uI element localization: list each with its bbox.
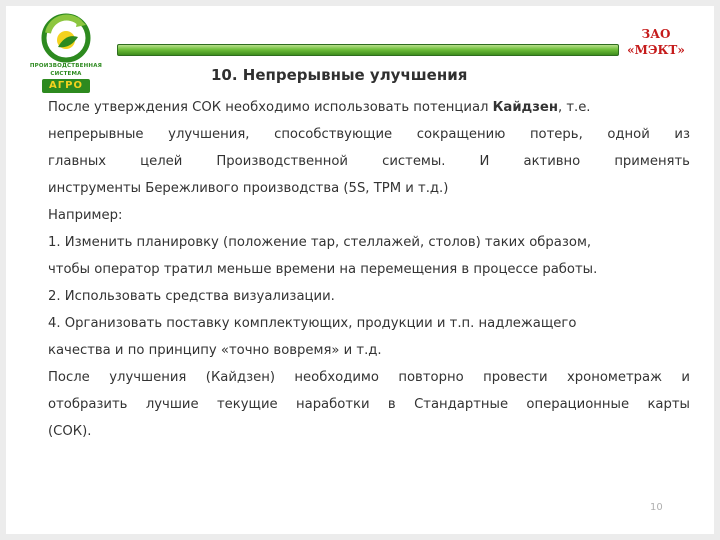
word: провести [483,370,548,385]
slide-title: 10. Непрерывные улучшения [211,66,468,84]
page-number: 10 [650,502,663,513]
word: сокращению [416,127,506,142]
paragraph2-line1 [48,364,690,391]
word: в [387,397,396,412]
item4-line1: 4. Организовать поставку комплектующих, продукции и т.п. надлежащего [48,316,577,331]
word: Производственной [216,154,348,169]
word: текущие [216,397,278,412]
item4-line2: качества и по принципу «точно вовремя» и т.д. [48,343,382,358]
company-logo [26,13,106,97]
example-label: Например: [48,208,123,223]
word: непрерывные [48,127,144,142]
word: способствующие [274,127,393,142]
paragraph2-line3: (СОК). [48,424,92,439]
paragraph2-line2 [48,391,690,418]
company-title: «МЭКТ» [627,43,685,57]
word: главных [48,154,107,169]
word: повторно [398,370,464,385]
word: После [48,370,90,385]
item1-line1: 1. Изменить планировку (положение тар, стеллажей, столов) таких образом, [48,235,592,250]
word: потерь, [529,127,583,142]
word: операционные [526,397,630,412]
paragraph1-text-b: , т.е. [557,100,591,115]
word: наработки [295,397,370,412]
item2: 2. Использовать средства визуализации. [48,289,335,304]
word: улучшения, [168,127,250,142]
word: активно [523,154,581,169]
logo-text-line2: СИСТЕМА [50,71,82,77]
paragraph1-line1 [48,94,690,121]
word: И [479,154,490,169]
slide-body [48,94,690,445]
word: необходимо [294,370,379,385]
word: лучшие [145,397,199,412]
header-bar [117,44,619,56]
paragraph1-line4: инструменты Бережливого производства (5S, ТРМ и т.д.) [48,181,449,196]
word: улучшения [109,370,187,385]
logo-wordmark: АГРО [42,79,90,93]
word: целей [140,154,183,169]
company-type: ЗАО [641,27,671,41]
word: одной [607,127,650,142]
paragraph1-line3 [48,148,690,175]
word: из [674,127,690,142]
word: отобразить [48,397,128,412]
logo-text-line1: ПРОИЗВОДСТВЕННАЯ [29,63,103,69]
word: системы. [382,154,446,169]
recycle-leaf-icon [40,13,92,63]
paragraph1-line2 [48,121,690,148]
paragraph1-text-a: После утверждения СОК необходимо использовать потенциал [48,100,493,115]
word: Стандартные [414,397,509,412]
word: применять [614,154,690,169]
word: (Кайдзен) [205,370,275,385]
word: хронометраж [566,370,662,385]
word: и [681,370,690,385]
kaizen-term: Кайдзен [492,100,558,115]
word: карты [647,397,690,412]
slide [6,6,714,534]
item1-line2: чтобы оператор тратил меньше времени на перемещения в процессе работы. [48,262,598,277]
company-name [616,26,696,58]
